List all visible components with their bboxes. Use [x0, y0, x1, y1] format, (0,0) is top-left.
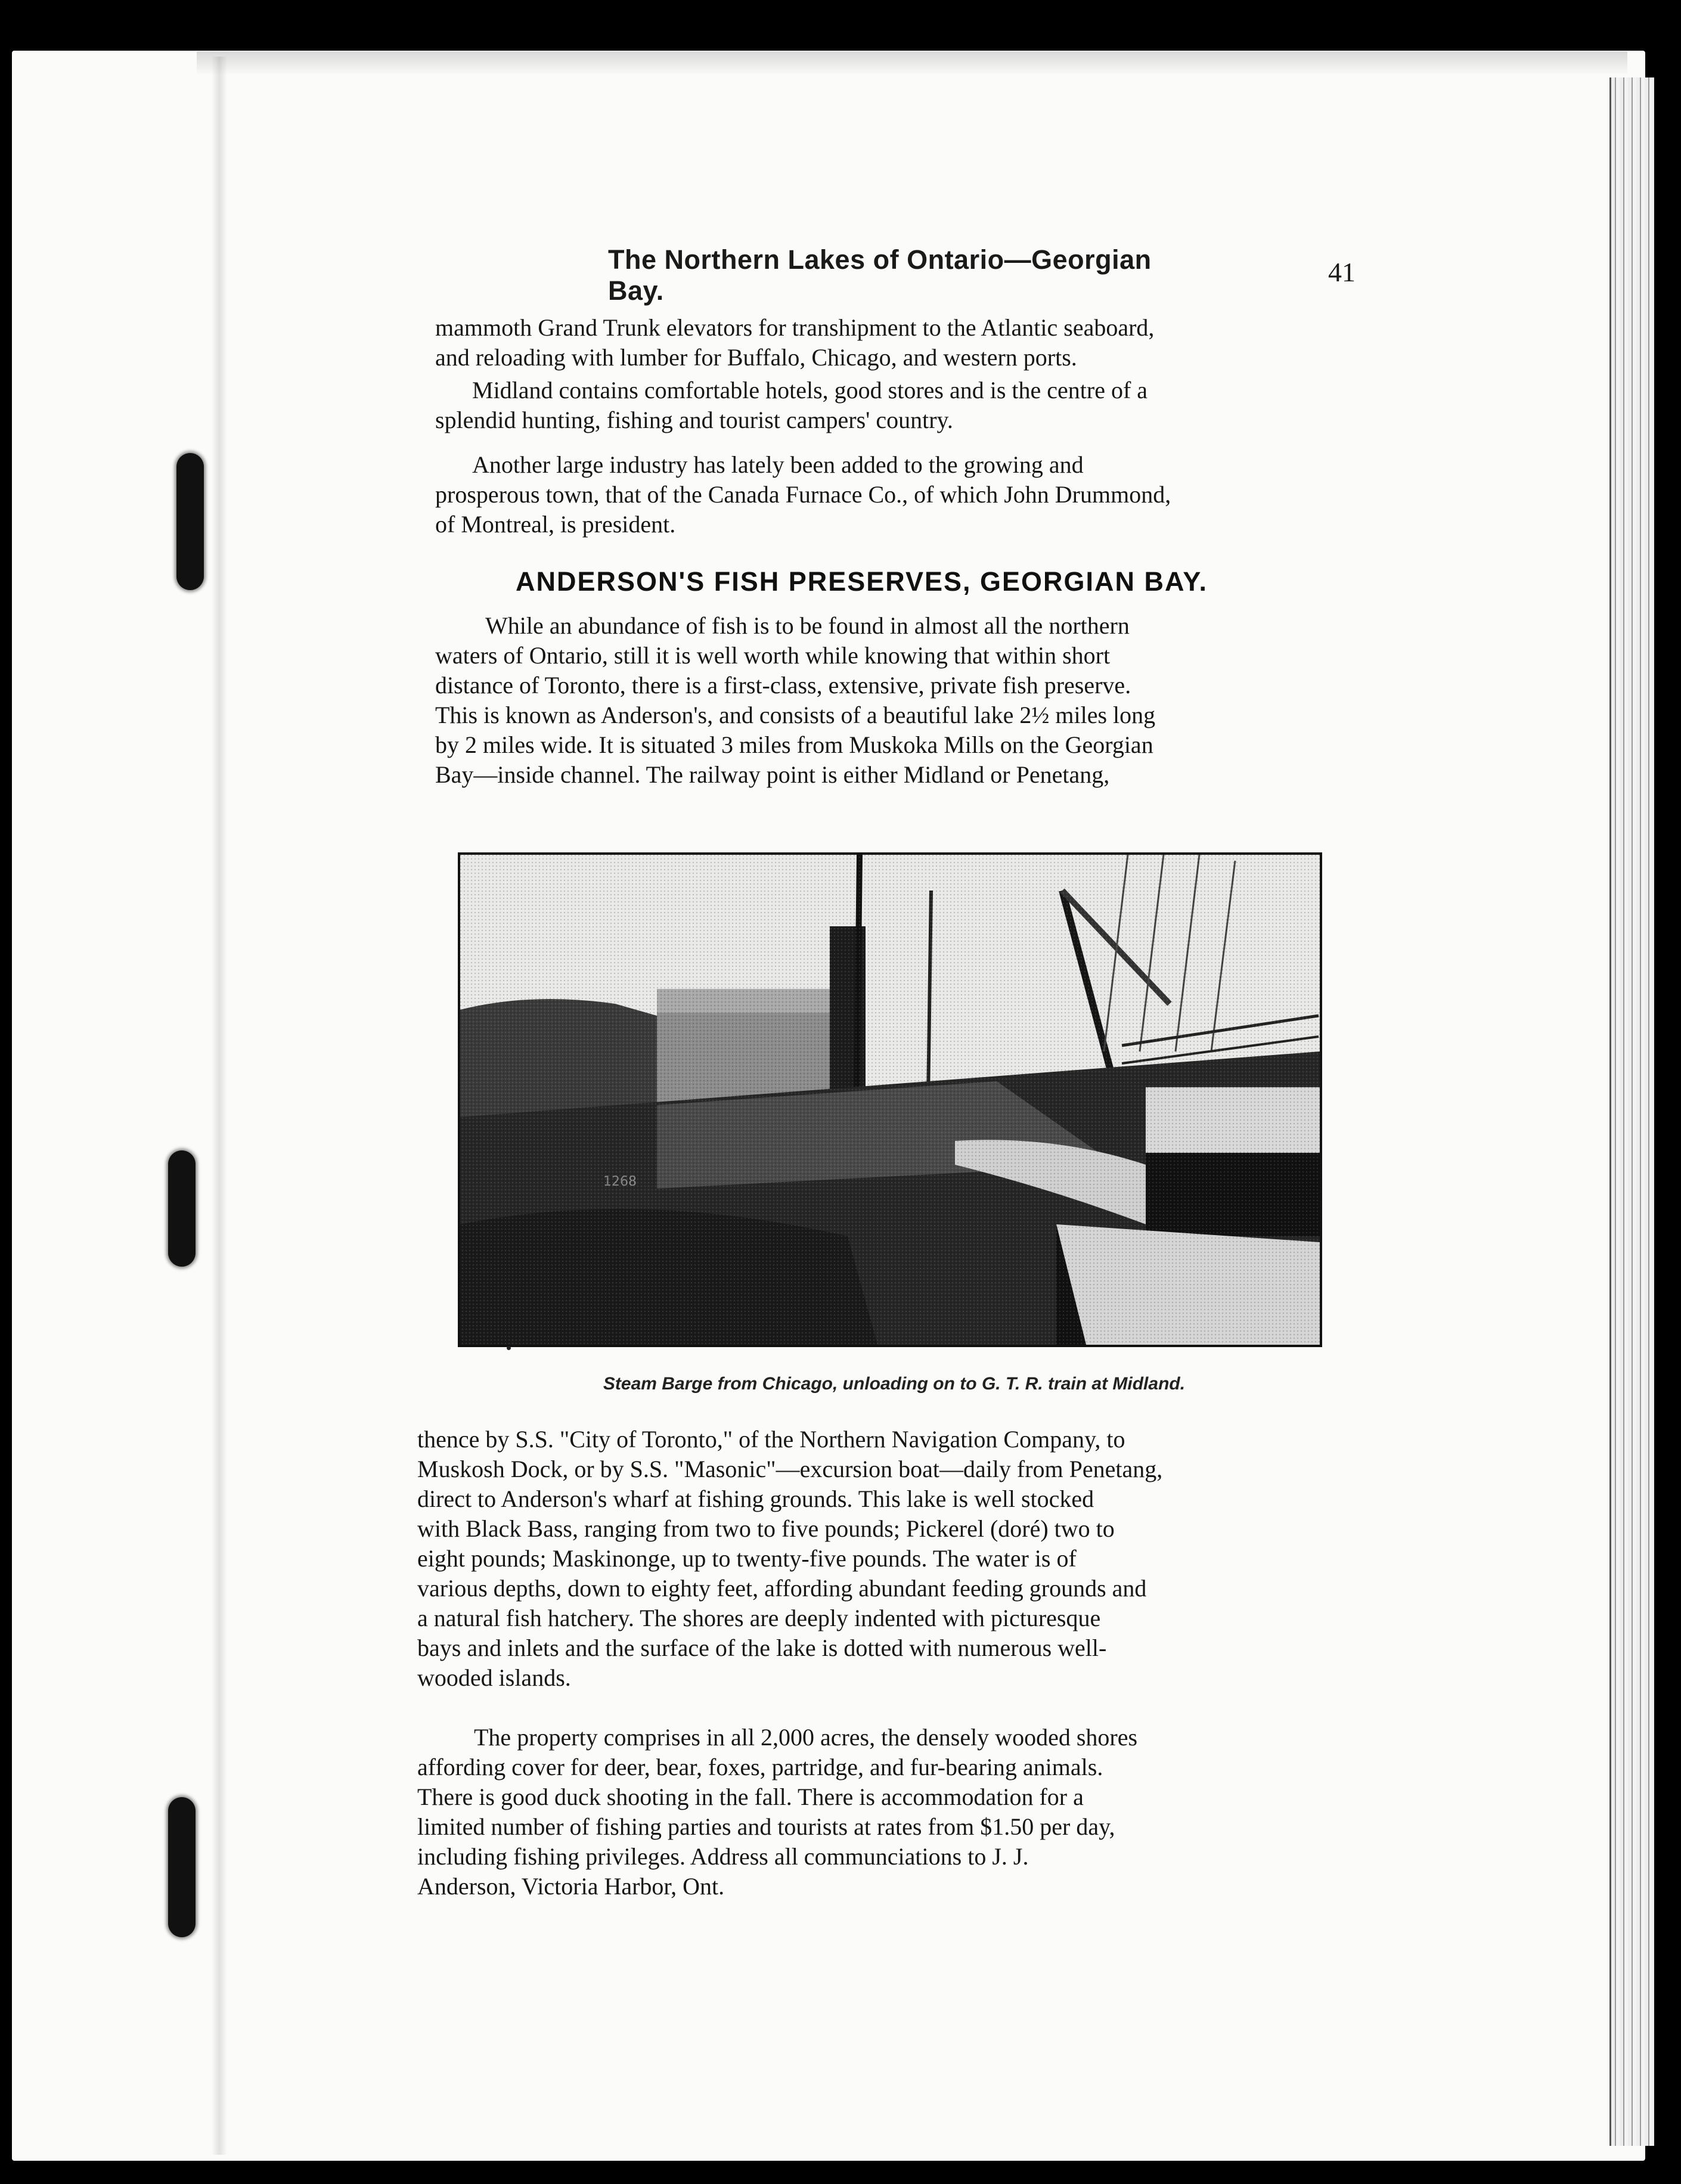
property-paragraph — [417, 1723, 1353, 1901]
text-line: wooded islands. — [417, 1664, 571, 1691]
scan-background — [1654, 60, 1681, 2184]
print-speck — [507, 1346, 511, 1350]
text-line: There is good duck shooting in the fall. There is accommodation for a — [417, 1783, 1084, 1810]
text-line: Muskosh Dock, or by S.S. "Masonic"—excursion boat—daily from Penetang, — [417, 1456, 1163, 1482]
text-line: various depths, down to eighty feet, affording abundant feeding grounds and — [417, 1575, 1147, 1602]
text-line: including fishing privileges. Address all communciations to J. J. — [417, 1843, 1029, 1870]
text-line: affording cover for deer, bear, foxes, partridge, and fur-bearing animals. — [417, 1754, 1103, 1780]
hull-marking: 1268 — [603, 1174, 637, 1189]
section-heading: ANDERSON'S FISH PRESERVES, GEORGIAN BAY. — [516, 566, 1208, 597]
binding-hole-middle — [168, 1150, 196, 1267]
navigation-paragraph — [417, 1425, 1353, 1693]
gutter-shadow — [212, 57, 227, 2155]
text-line: a natural fish hatchery. The shores are deeply indented with picturesque — [417, 1605, 1101, 1631]
photo-caption: Steam Barge from Chicago, unloading on to G. T. R. train at Midland. — [603, 1374, 1186, 1394]
text-line: The property comprises in all 2,000 acres, the densely wooded shores — [474, 1724, 1138, 1751]
text-line: eight pounds; Maskinonge, up to twenty-five pounds. The water is of — [417, 1545, 1077, 1572]
text-line: distance of Toronto, there is a first-class, extensive, private fish preserve. — [435, 672, 1131, 699]
text-line: bays and inlets and the surface of the lake is dotted with numerous well- — [417, 1634, 1107, 1661]
midland-paragraph — [435, 376, 1359, 435]
text-line: direct to Anderson's wharf at fishing grounds. This lake is well stocked — [417, 1485, 1094, 1512]
text-line: with Black Bass, ranging from two to five pounds; Pickerel (doré) two to — [417, 1515, 1115, 1542]
page-top-shadow — [197, 51, 1627, 75]
continuation-paragraph — [435, 313, 1359, 373]
text-line: splendid hunting, fishing and tourist campers' country. — [435, 407, 953, 433]
text-line: prosperous town, that of the Canada Furnace Co., of which John Drummond, — [435, 481, 1171, 508]
preserve-paragraph — [435, 611, 1359, 790]
text-line: and reloading with lumber for Buffalo, Chicago, and western ports. — [435, 344, 1077, 371]
text-line: thence by S.S. "City of Toronto," of the Northern Navigation Company, to — [417, 1426, 1125, 1453]
page-number: 41 — [1328, 257, 1356, 287]
text-line: Midland contains comfortable hotels, good stores and is the centre of a — [472, 377, 1148, 404]
text-line: Another large industry has lately been added to the growing and — [472, 451, 1084, 478]
text-line: by 2 miles wide. It is situated 3 miles from Muskoka Mills on the Georgian — [435, 731, 1153, 758]
binding-hole-top — [176, 453, 204, 590]
text-line: This is known as Anderson's, and consists of a beautiful lake 2½ miles long — [435, 702, 1156, 728]
text-line: of Montreal, is president. — [435, 511, 676, 538]
text-line: limited number of fishing parties and tourists at rates from $1.50 per day, — [417, 1813, 1115, 1840]
text-line: While an abundance of fish is to be found in almost all the northern — [485, 612, 1130, 639]
text-line: Bay—inside channel. The railway point is either Midland or Penetang, — [435, 761, 1110, 788]
text-line: Anderson, Victoria Harbor, Ont. — [417, 1873, 725, 1900]
text-line: waters of Ontario, still it is well worth while knowing that within short — [435, 642, 1111, 669]
running-head-title: The Northern Lakes of Ontario—Georgian Bay. — [608, 244, 1152, 306]
industry-paragraph — [435, 450, 1359, 539]
text-line: mammoth Grand Trunk elevators for transhipment to the Atlantic seaboard, — [435, 314, 1155, 341]
binding-hole-bottom — [168, 1797, 196, 1937]
steam-barge-photo — [458, 852, 1322, 1347]
page-stack-edge — [1609, 77, 1656, 2146]
